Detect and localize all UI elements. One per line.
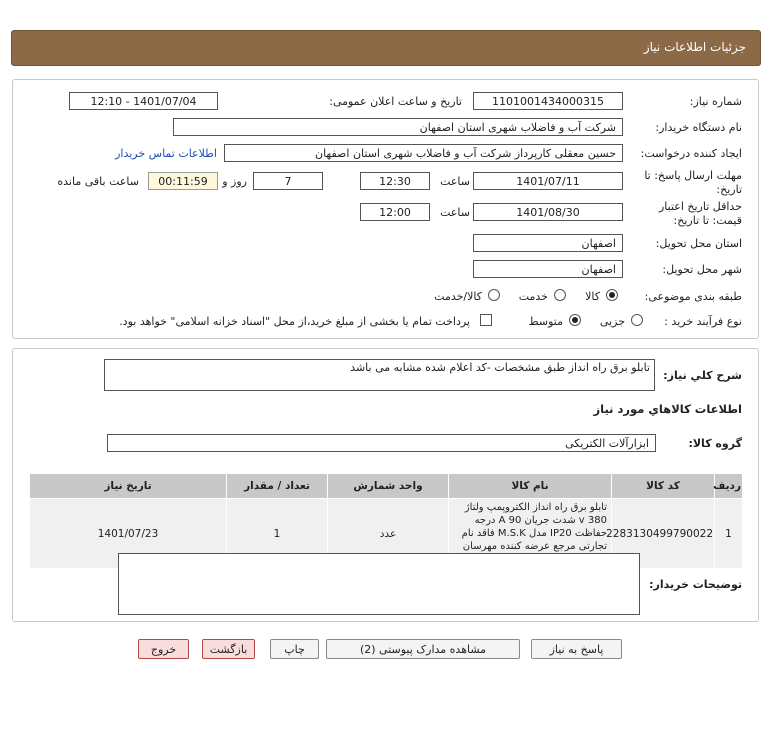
cell-name: تابلو برق راه انداز الکتروپمپ ولتاژ 380 v شدت جریان 90 A درجه حفاظت IP20 مدل M.S.K فاقد نام تجارتی مرجع عرضه کننده مهرسان — [449, 499, 612, 569]
col-name-header: نام کالا — [449, 474, 612, 499]
province-field: اصفهان — [473, 234, 623, 252]
validity-time-label: ساعت — [440, 206, 470, 219]
deadline-label: مهلت ارسال پاسخ: تا تاریخ: — [644, 169, 742, 196]
city-label: شهر محل تحویل: — [662, 263, 742, 276]
treasury-payment-checkbox[interactable] — [480, 314, 492, 326]
cell-row: 1 — [715, 499, 743, 569]
deadline-time-field: 12:30 — [360, 172, 430, 190]
category-goods-radio[interactable] — [606, 289, 618, 301]
category-goods-service-label: کالا/خدمت — [434, 290, 482, 303]
process-label: نوع فرآیند خرید : — [664, 315, 742, 328]
summary-label: شرح کلي نياز: — [663, 369, 742, 382]
col-unit-header: واحد شمارش — [328, 474, 449, 499]
process-minor-label: جزیی — [599, 315, 625, 328]
days-label: روز و — [222, 175, 247, 188]
validity-time-field: 12:00 — [360, 203, 430, 221]
process-medium-label: متوسط — [528, 315, 563, 328]
deadline-time-label: ساعت — [440, 175, 470, 188]
category-label: طبقه بندی موضوعی: — [644, 290, 742, 303]
cell-date: 1401/07/23 — [30, 499, 227, 569]
deadline-date-field: 1401/07/11 — [473, 172, 623, 190]
cell-unit: عدد — [328, 499, 449, 569]
creator-label: ایجاد کننده درخواست: — [640, 147, 742, 160]
days-field: 7 — [253, 172, 323, 190]
buyer-org-label: نام دستگاه خریدار: — [655, 121, 742, 134]
creator-field: حسین معقلی کارپرداز شرکت آب و فاضلاب شهری استان اصفهان — [224, 144, 623, 162]
cell-qty: 1 — [227, 499, 328, 569]
page-header — [11, 30, 761, 66]
buyer-contact-link[interactable]: اطلاعات تماس خریدار — [115, 147, 217, 160]
category-goods-service-radio[interactable] — [488, 289, 500, 301]
process-medium-radio[interactable] — [569, 314, 581, 326]
col-qty-header: تعداد / مقدار — [227, 474, 328, 499]
buyer-org-field: شرکت آب و فاضلاب شهری استان اصفهان — [173, 118, 623, 136]
summary-text: تابلو برق راه انداز طبق مشخصات -کد اعلام شده مشابه می باشد — [350, 361, 650, 374]
category-service-radio[interactable] — [554, 289, 566, 301]
need-number-label: شماره نیاز: — [689, 95, 742, 108]
attachments-button[interactable]: مشاهده مدارک پیوستی (2) — [326, 639, 520, 659]
announce-label: تاریخ و ساعت اعلان عمومی: — [329, 95, 462, 108]
col-date-header: تاریخ نیاز — [30, 474, 227, 499]
summary-field — [104, 359, 655, 391]
validity-date-field: 1401/08/30 — [473, 203, 623, 221]
remaining-time-field: 00:11:59 — [148, 172, 218, 190]
treasury-payment-note: پرداخت تمام یا بخشی از مبلغ خرید،از محل "اسناد خزانه اسلامی" خواهد بود. — [119, 315, 470, 328]
table-header-row — [30, 474, 743, 499]
goods-info-title: اطلاعات کالاهاي مورد نياز — [593, 402, 742, 416]
page-title: جزئیات اطلاعات نیاز — [643, 40, 746, 54]
need-number-field: 1101001434000315 — [473, 92, 623, 110]
col-code-header: کد کالا — [612, 474, 715, 499]
back-button[interactable]: بازگشت — [202, 639, 255, 659]
city-field: اصفهان — [473, 260, 623, 278]
announce-field: 1401/07/04 - 12:10 — [69, 92, 218, 110]
print-button[interactable]: چاپ — [270, 639, 319, 659]
category-goods-label: کالا — [585, 290, 600, 303]
process-minor-radio[interactable] — [631, 314, 643, 326]
remaining-label: ساعت باقی مانده — [57, 175, 139, 188]
cell-code: 2283130499790022 — [612, 499, 715, 569]
validity-label: حداقل تاریخ اعتبار قیمت: تا تاریخ: — [658, 200, 742, 227]
buyer-notes-label: توضیحات خریدار: — [649, 578, 742, 591]
buyer-notes-field — [118, 553, 640, 615]
reply-button[interactable]: پاسخ به نیاز — [531, 639, 622, 659]
province-label: استان محل تحویل: — [655, 237, 742, 250]
col-row-header: ردیف — [715, 474, 743, 499]
exit-button[interactable]: خروج — [138, 639, 189, 659]
category-service-label: خدمت — [518, 290, 548, 303]
goods-group-label: گروه کالا: — [688, 437, 742, 450]
goods-group-field: ابزارآلات الکتریکی — [107, 434, 656, 452]
